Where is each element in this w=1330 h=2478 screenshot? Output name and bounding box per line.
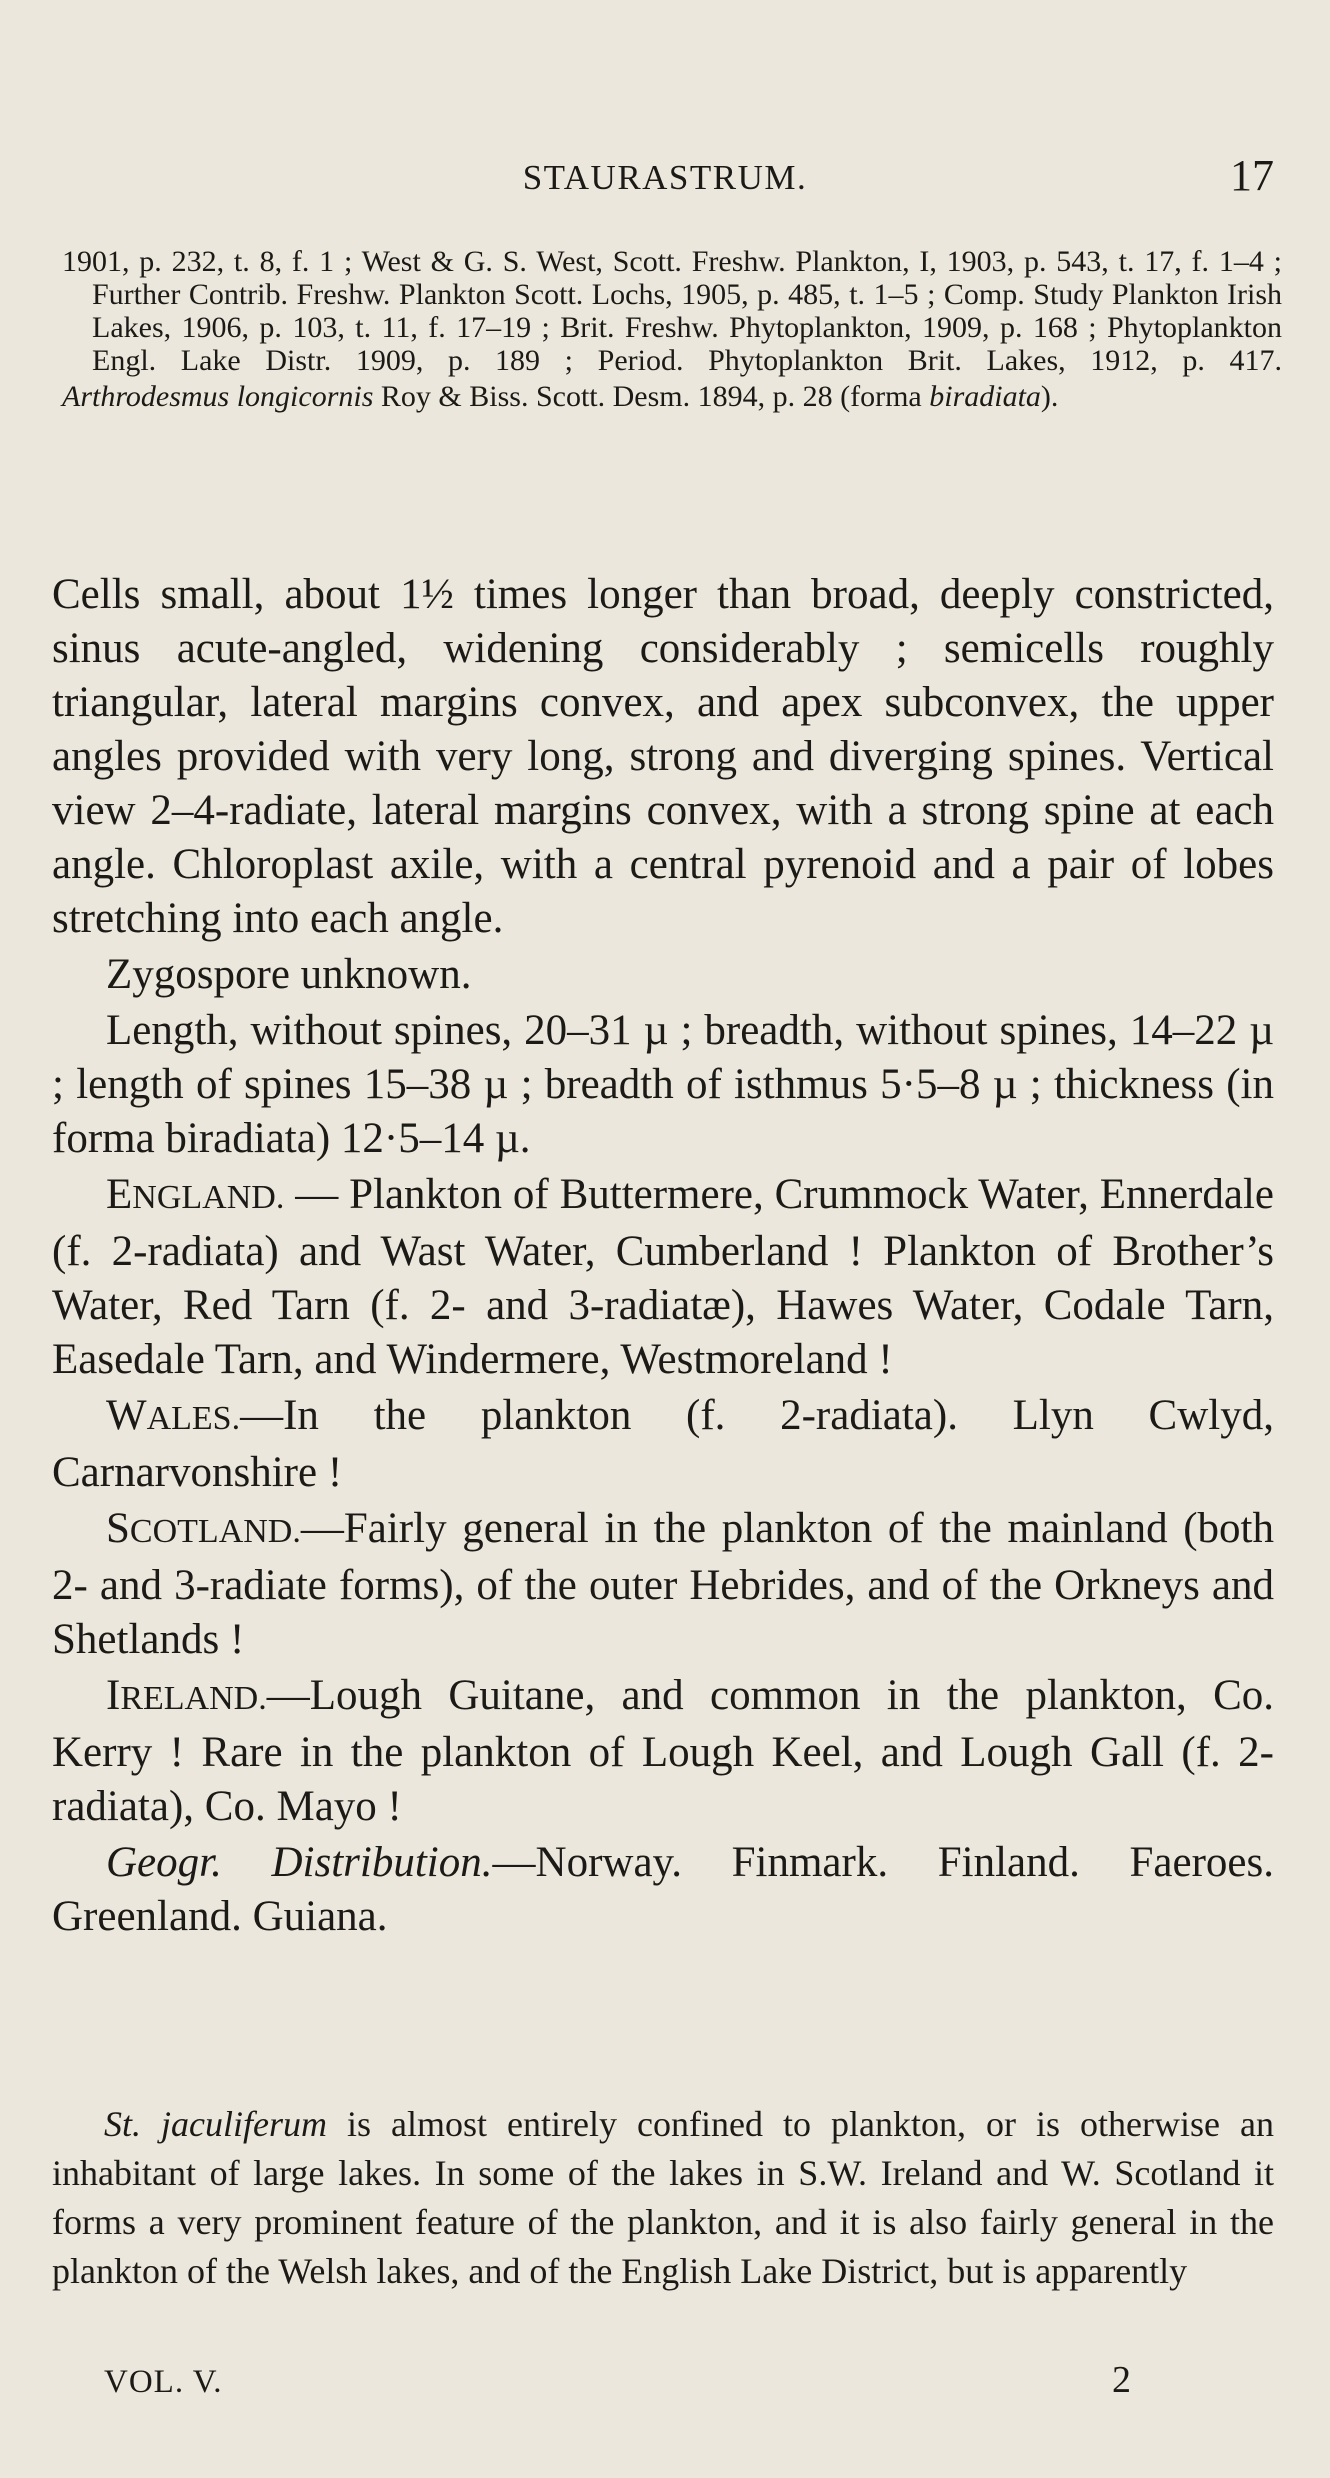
page-footer (0, 2358, 1330, 2408)
page-number: 17 (1230, 151, 1274, 200)
locality-scotland (52, 1502, 1274, 1667)
running-title: STAURASTRUM. (522, 158, 808, 197)
locality-text: — Plankton of Buttermere, Crummock Water, Ennerdale (f. 2-radiata) and Wast Water, Cumberland ! Plankton of Brother’s Water, Red Tarn (f. 2- and 3-radiatæ), Hawes Water, Codale Tarn, Easedale Tarn, and Windermere, Westmoreland ! (52, 1171, 1274, 1383)
zygospore-note: Zygospore unknown. (106, 951, 472, 998)
locality-text: —Lough Guitane, and common in the plankton, Co. Kerry ! Rare in the plankton of Lough Keel, and Lough Gall (f. 2-radiata), Co. Mayo ! (52, 1672, 1274, 1830)
species-description (52, 568, 1274, 1944)
locality-text: —Fairly general in the plankton of the mainland (both 2- and 3-radiate forms), of the outer Hebrides, and of the Orkneys and Shetlands ! (52, 1505, 1274, 1663)
signature-mark: 2 (1112, 2359, 1131, 2401)
region-rest: ALES. (146, 1400, 241, 1437)
volume-label: VOL. V. (104, 2364, 223, 2400)
page-header (0, 150, 1330, 210)
synonymy-citations: 1901, p. 232, t. 8, f. 1 ; West & G. S. West, Scott. Freshw. Plankton, I, 1903, p. 543, t. 17, f. 1–4 ; Further Contrib. Freshw. Plankton Scott. Lochs, 1905, p. 485, t. 1–5 ; Comp. Study Plankton Irish Lakes, 1906, p. 103, t. 11, f. 17–19 ; Brit. Freshw. Phytoplankton, 1909, p. 168 ; Phytoplankton Engl. Lake Distr. 1909, p. 189 ; Period. Phytoplankton Brit. Lakes, 1912, p. 417. (62, 245, 1282, 377)
synonym-name: Arthrodesmus longicornis (62, 380, 374, 413)
locality-england (52, 1168, 1274, 1387)
note-paragraph (52, 2100, 1274, 2296)
species-note (52, 2100, 1274, 2296)
geographic-distribution (52, 1836, 1274, 1944)
synonymy-arthrodesmus (62, 380, 1282, 413)
note-text: is almost entirely confined to plankton, or is otherwise an inhabitant of large lakes. In some of the lakes in S.W. Ireland and W. Scotland it forms a very prominent feature of the plankton, and it is also fairly general in the plankton of the Welsh lakes, and of the English Lake District, but is apparently (52, 2104, 1274, 2291)
region-rest: RELAND. (120, 1680, 267, 1717)
cell-description: Cells small, about 1½ times longer than broad, deeply constricted, sinus acute-angled, widening considerably ; semicells roughly triangular, lateral margins convex, and apex subconvex, the upper angles provided with very long, strong and diverging spines. Vertical view 2–4-radiate, lateral margins convex, with a strong spine at each angle. Chloroplast axile, with a central pyrenoid and a pair of lobes stretching into each angle. (52, 571, 1274, 942)
note-species: St. jaculiferum (104, 2104, 327, 2144)
locality-ireland (52, 1669, 1274, 1834)
geogr-label: Geogr. Distribution. (106, 1839, 493, 1886)
geogr-text: —Norway. Finmark. Finland. Faeroes. Greenland. Guiana. (52, 1839, 1274, 1940)
region-initial: S (106, 1505, 130, 1552)
synonym-citation: Roy & Biss. Scott. Desm. 1894, p. 28 (forma (373, 380, 930, 413)
locality-wales (52, 1389, 1274, 1500)
dimensions: Length, without spines, 20–31 µ ; breadth, without spines, 14–22 µ ; length of spines 15–38 µ ; breadth of isthmus 5·5–8 µ ; thickness (in forma biradiata) 12·5–14 µ. (52, 1007, 1274, 1162)
region-initial: E (106, 1171, 133, 1218)
region-initial: W (106, 1392, 147, 1439)
region-rest: COTLAND. (129, 1513, 301, 1550)
synonym-forma: biradiata (929, 380, 1041, 413)
locality-text: —In the plankton (f. 2-radiata). Llyn Cwlyd, Carnarvonshire ! (52, 1392, 1274, 1496)
synonymy-block (62, 245, 1282, 413)
synonym-end: ). (1040, 380, 1059, 413)
region-initial: I (106, 1672, 121, 1719)
region-rest: NGLAND. (132, 1179, 285, 1216)
